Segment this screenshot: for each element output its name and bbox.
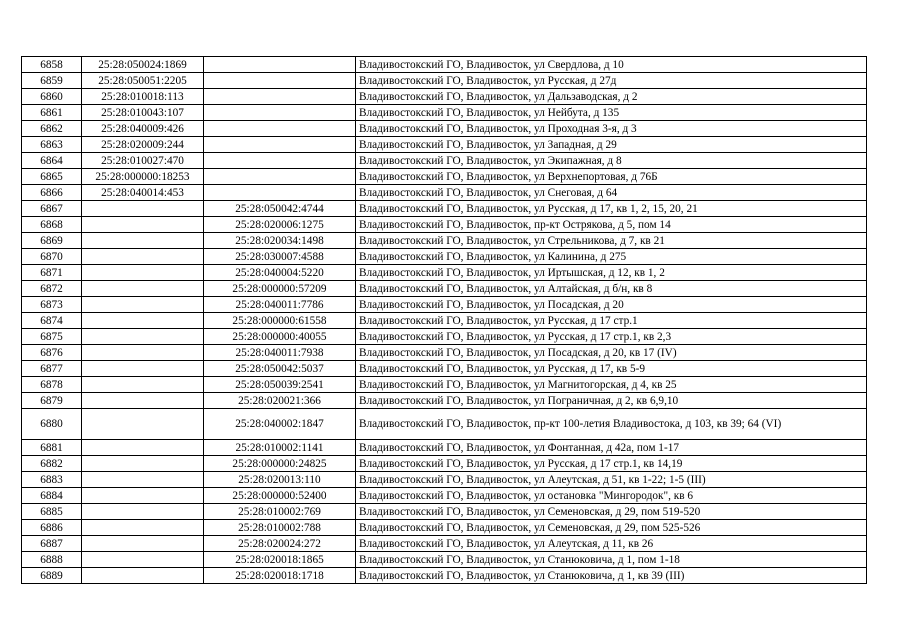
cadastral-number-cell <box>82 329 204 345</box>
address-cell: Владивостокский ГО, Владивосток, пр-кт 100-летия Владивостока, д 103, кв 39; 64 (VI) <box>356 409 867 440</box>
table-row <box>22 456 867 472</box>
table-row <box>22 504 867 520</box>
address-cell: Владивостокский ГО, Владивосток, ул Калинина, д 275 <box>356 249 867 265</box>
cadastral-number-cell: 25:28:020009:244 <box>82 137 204 153</box>
address-cell: Владивостокский ГО, Владивосток, ул Семеновская, д 29, пом 519-520 <box>356 504 867 520</box>
row-number-cell: 6861 <box>22 105 82 121</box>
cadastral-number-cell: 25:28:040014:453 <box>82 185 204 201</box>
row-number-cell: 6882 <box>22 456 82 472</box>
cadastral-number-cell <box>82 249 204 265</box>
row-number-cell: 6873 <box>22 297 82 313</box>
premises-cadastral-number-cell: 25:28:020034:1498 <box>204 233 356 249</box>
premises-cadastral-number-cell <box>204 89 356 105</box>
premises-cadastral-number-cell <box>204 73 356 89</box>
premises-cadastral-number-cell <box>204 105 356 121</box>
row-number-cell: 6884 <box>22 488 82 504</box>
cadastral-number-cell: 25:28:010018:113 <box>82 89 204 105</box>
table-row <box>22 249 867 265</box>
premises-cadastral-number-cell: 25:28:040011:7938 <box>204 345 356 361</box>
table-row <box>22 185 867 201</box>
address-cell: Владивостокский ГО, Владивосток, ул Верхнепортовая, д 76Б <box>356 169 867 185</box>
cadastral-number-cell <box>82 233 204 249</box>
table-row <box>22 377 867 393</box>
premises-cadastral-number-cell: 25:28:000000:61558 <box>204 313 356 329</box>
premises-cadastral-number-cell: 25:28:020013:110 <box>204 472 356 488</box>
premises-cadastral-number-cell: 25:28:050042:4744 <box>204 201 356 217</box>
cadastral-number-cell <box>82 281 204 297</box>
table-row <box>22 297 867 313</box>
cadastral-number-cell <box>82 472 204 488</box>
address-cell: Владивостокский ГО, Владивосток, ул Семеновская, д 29, пом 525-526 <box>356 520 867 536</box>
row-number-cell: 6883 <box>22 472 82 488</box>
address-cell: Владивостокский ГО, Владивосток, ул Фонтанная, д 42а, пом 1-17 <box>356 440 867 456</box>
table-row <box>22 361 867 377</box>
table-row <box>22 137 867 153</box>
row-number-cell: 6886 <box>22 520 82 536</box>
table-row <box>22 217 867 233</box>
table-row <box>22 329 867 345</box>
address-cell: Владивостокский ГО, Владивосток, ул Нейбута, д 135 <box>356 105 867 121</box>
row-number-cell: 6862 <box>22 121 82 137</box>
table-row <box>22 520 867 536</box>
table-row <box>22 121 867 137</box>
table-row <box>22 201 867 217</box>
table-row <box>22 105 867 121</box>
row-number-cell: 6870 <box>22 249 82 265</box>
premises-cadastral-number-cell: 25:28:020021:366 <box>204 393 356 409</box>
row-number-cell: 6871 <box>22 265 82 281</box>
table-row <box>22 265 867 281</box>
address-cell: Владивостокский ГО, Владивосток, ул Алеутская, д 51, кв 1-22; 1-5 (III) <box>356 472 867 488</box>
table-row <box>22 169 867 185</box>
address-cell: Владивостокский ГО, Владивосток, ул Станюковича, д 1, кв 39 (III) <box>356 568 867 584</box>
table-row <box>22 536 867 552</box>
premises-cadastral-number-cell: 25:28:010002:1141 <box>204 440 356 456</box>
address-cell: Владивостокский ГО, Владивосток, ул Экипажная, д 8 <box>356 153 867 169</box>
cadastral-number-cell <box>82 440 204 456</box>
cadastral-number-cell <box>82 504 204 520</box>
premises-cadastral-number-cell: 25:28:000000:24825 <box>204 456 356 472</box>
cadastral-number-cell <box>82 488 204 504</box>
cadastral-number-cell: 25:28:010027:470 <box>82 153 204 169</box>
address-cell: Владивостокский ГО, Владивосток, ул Русская, д 17 стр.1 <box>356 313 867 329</box>
address-cell: Владивостокский ГО, Владивосток, ул Западная, д 29 <box>356 137 867 153</box>
table-row <box>22 57 867 73</box>
address-cell: Владивостокский ГО, Владивосток, ул Иртышская, д 12, кв 1, 2 <box>356 265 867 281</box>
cadastral-number-cell <box>82 345 204 361</box>
table-row <box>22 472 867 488</box>
table-row <box>22 345 867 361</box>
address-cell: Владивостокский ГО, Владивосток, ул Свердлова, д 10 <box>356 57 867 73</box>
row-number-cell: 6888 <box>22 552 82 568</box>
address-cell: Владивостокский ГО, Владивосток, ул Русская, д 17, кв 5-9 <box>356 361 867 377</box>
cadastral-number-cell <box>82 217 204 233</box>
address-cell: Владивостокский ГО, Владивосток, ул Станюковича, д 1, пом 1-18 <box>356 552 867 568</box>
cadastral-number-cell: 25:28:050024:1869 <box>82 57 204 73</box>
address-cell: Владивостокский ГО, Владивосток, ул Алеутская, д 11, кв 26 <box>356 536 867 552</box>
premises-cadastral-number-cell: 25:28:020006:1275 <box>204 217 356 233</box>
cadastral-number-cell <box>82 377 204 393</box>
cadastral-number-cell <box>82 313 204 329</box>
premises-cadastral-number-cell: 25:28:050042:5037 <box>204 361 356 377</box>
cadastral-number-cell <box>82 456 204 472</box>
row-number-cell: 6863 <box>22 137 82 153</box>
premises-cadastral-number-cell: 25:28:000000:57209 <box>204 281 356 297</box>
cadastral-number-cell <box>82 361 204 377</box>
row-number-cell: 6865 <box>22 169 82 185</box>
premises-cadastral-number-cell <box>204 153 356 169</box>
address-cell: Владивостокский ГО, Владивосток, ул Дальзаводская, д 2 <box>356 89 867 105</box>
row-number-cell: 6879 <box>22 393 82 409</box>
premises-cadastral-number-cell <box>204 57 356 73</box>
cadastral-number-cell: 25:28:050051:2205 <box>82 73 204 89</box>
table-row <box>22 568 867 584</box>
address-cell: Владивостокский ГО, Владивосток, ул Посадская, д 20 <box>356 297 867 313</box>
premises-cadastral-number-cell: 25:28:030007:4588 <box>204 249 356 265</box>
premises-cadastral-number-cell: 25:28:040011:7786 <box>204 297 356 313</box>
row-number-cell: 6878 <box>22 377 82 393</box>
row-number-cell: 6872 <box>22 281 82 297</box>
row-number-cell: 6866 <box>22 185 82 201</box>
cadastral-number-cell <box>82 568 204 584</box>
address-cell: Владивостокский ГО, Владивосток, ул Магнитогорская, д 4, кв 25 <box>356 377 867 393</box>
table-row <box>22 233 867 249</box>
row-number-cell: 6869 <box>22 233 82 249</box>
row-number-cell: 6887 <box>22 536 82 552</box>
address-cell: Владивостокский ГО, Владивосток, ул Русская, д 17 стр.1, кв 14,19 <box>356 456 867 472</box>
row-number-cell: 6889 <box>22 568 82 584</box>
cadastral-number-cell <box>82 393 204 409</box>
row-number-cell: 6876 <box>22 345 82 361</box>
address-cell: Владивостокский ГО, Владивосток, пр-кт Острякова, д 5, пом 14 <box>356 217 867 233</box>
row-number-cell: 6860 <box>22 89 82 105</box>
cadastral-number-cell <box>82 265 204 281</box>
cadastral-number-cell <box>82 552 204 568</box>
address-cell: Владивостокский ГО, Владивосток, ул Проходная 3-я, д 3 <box>356 121 867 137</box>
address-cell: Владивостокский ГО, Владивосток, ул Русская, д 27д <box>356 73 867 89</box>
cadastral-number-cell <box>82 536 204 552</box>
row-number-cell: 6885 <box>22 504 82 520</box>
table-row <box>22 89 867 105</box>
address-cell: Владивостокский ГО, Владивосток, ул Стрельникова, д 7, кв 21 <box>356 233 867 249</box>
cadastral-number-cell <box>82 409 204 440</box>
row-number-cell: 6858 <box>22 57 82 73</box>
row-number-cell: 6867 <box>22 201 82 217</box>
table-row <box>22 488 867 504</box>
cadastral-number-cell: 25:28:000000:18253 <box>82 169 204 185</box>
premises-cadastral-number-cell: 25:28:040002:1847 <box>204 409 356 440</box>
cadastral-number-cell <box>82 520 204 536</box>
premises-cadastral-number-cell: 25:28:000000:52400 <box>204 488 356 504</box>
row-number-cell: 6880 <box>22 409 82 440</box>
property-register-table <box>21 56 867 584</box>
table-row <box>22 440 867 456</box>
address-cell: Владивостокский ГО, Владивосток, ул Русская, д 17 стр.1, кв 2,3 <box>356 329 867 345</box>
row-number-cell: 6864 <box>22 153 82 169</box>
row-number-cell: 6875 <box>22 329 82 345</box>
premises-cadastral-number-cell: 25:28:050039:2541 <box>204 377 356 393</box>
premises-cadastral-number-cell: 25:28:020024:272 <box>204 536 356 552</box>
table-row <box>22 313 867 329</box>
address-cell: Владивостокский ГО, Владивосток, ул Русская, д 17, кв 1, 2, 15, 20, 21 <box>356 201 867 217</box>
premises-cadastral-number-cell: 25:28:020018:1865 <box>204 552 356 568</box>
row-number-cell: 6868 <box>22 217 82 233</box>
address-cell: Владивостокский ГО, Владивосток, ул Алтайская, д б/н, кв 8 <box>356 281 867 297</box>
address-cell: Владивостокский ГО, Владивосток, ул Снеговая, д 64 <box>356 185 867 201</box>
premises-cadastral-number-cell <box>204 121 356 137</box>
address-cell: Владивостокский ГО, Владивосток, ул остановка "Мингородок", кв 6 <box>356 488 867 504</box>
row-number-cell: 6874 <box>22 313 82 329</box>
premises-cadastral-number-cell: 25:28:010002:769 <box>204 504 356 520</box>
premises-cadastral-number-cell <box>204 169 356 185</box>
address-cell: Владивостокский ГО, Владивосток, ул Посадская, д 20, кв 17 (IV) <box>356 345 867 361</box>
row-number-cell: 6859 <box>22 73 82 89</box>
table-row <box>22 552 867 568</box>
cadastral-number-cell: 25:28:040009:426 <box>82 121 204 137</box>
premises-cadastral-number-cell <box>204 185 356 201</box>
table-row <box>22 153 867 169</box>
premises-cadastral-number-cell <box>204 137 356 153</box>
row-number-cell: 6881 <box>22 440 82 456</box>
row-number-cell: 6877 <box>22 361 82 377</box>
table-row <box>22 281 867 297</box>
premises-cadastral-number-cell: 25:28:020018:1718 <box>204 568 356 584</box>
table-row <box>22 409 867 440</box>
address-cell: Владивостокский ГО, Владивосток, ул Пограничная, д 2, кв 6,9,10 <box>356 393 867 409</box>
table-body <box>22 57 867 584</box>
table-row <box>22 73 867 89</box>
table-row <box>22 393 867 409</box>
cadastral-number-cell: 25:28:010043:107 <box>82 105 204 121</box>
premises-cadastral-number-cell: 25:28:040004:5220 <box>204 265 356 281</box>
premises-cadastral-number-cell: 25:28:010002:788 <box>204 520 356 536</box>
premises-cadastral-number-cell: 25:28:000000:40055 <box>204 329 356 345</box>
cadastral-number-cell <box>82 297 204 313</box>
cadastral-number-cell <box>82 201 204 217</box>
